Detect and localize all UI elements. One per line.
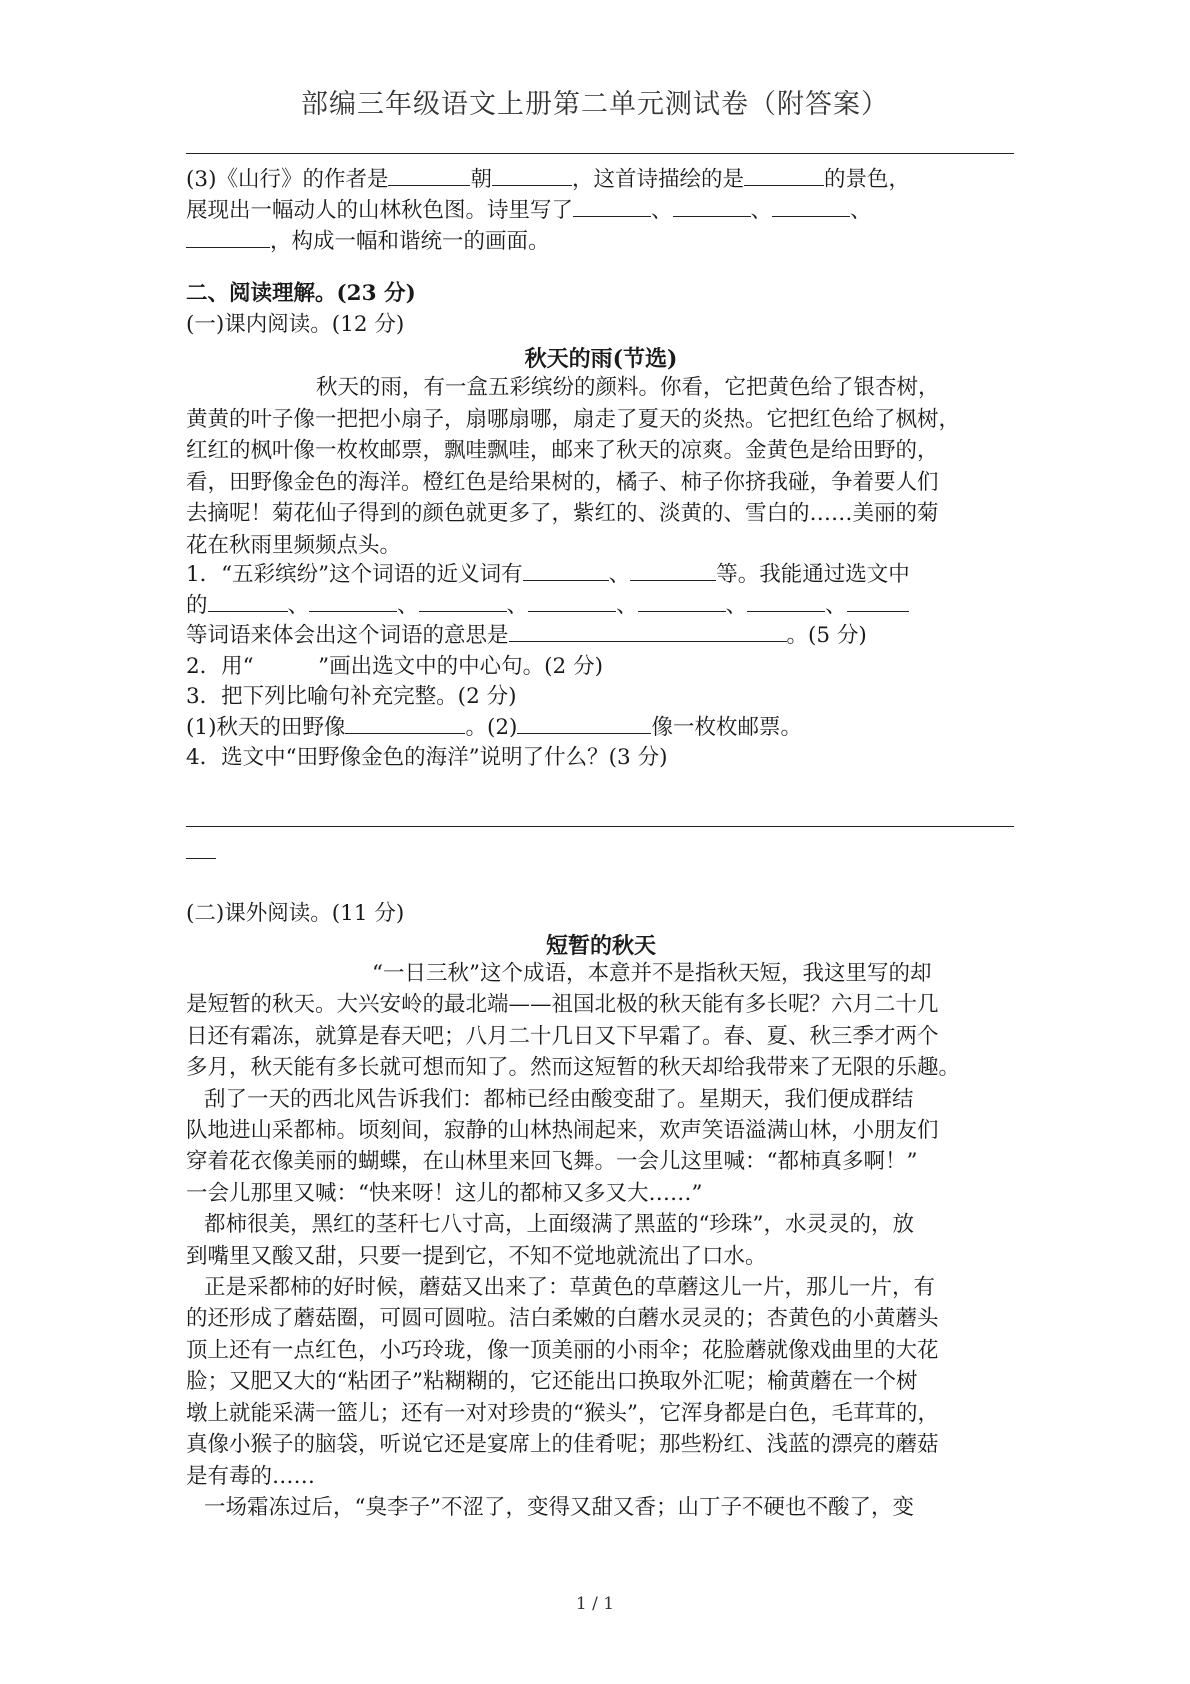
passage-line: 看，田野像金色的海洋。橙红色是给果树的，橘子、柿子你挤我碰，争着要人们 [186,469,939,495]
answer-blank[interactable] [630,560,716,581]
passage-line: 是短暂的秋天。大兴安岭的最北端——祖国北极的秋天能有多长呢？六月二十几 [186,992,939,1018]
part-2-heading: (二)课外阅读。(11 分) [186,901,405,926]
passage-line: 是有毒的…… [186,1463,316,1489]
passage-2-title: 短暂的秋天 [545,933,656,959]
passage-line: 黄黄的叶子像一把把小扇子，扇哪扇哪，扇走了夏天的炎热。它把红色给了枫树， [186,406,961,432]
passage-line: 去摘呢！菊花仙子得到的颜色就更多了，紫红的、淡黄的、雪白的……美丽的菊 [186,501,939,526]
passage-line: 墩上就能采满一篮儿；还有一对对珍贵的“猴头”，它浑身都是白色，毛茸茸的， [186,1400,939,1426]
answer-blank[interactable] [309,591,397,612]
q3-text-b: 朝 [470,167,492,192]
answer-line-end[interactable] [186,858,216,859]
answer-blank[interactable] [517,713,651,734]
answer-blank[interactable] [208,591,288,612]
answer-blank[interactable] [419,591,507,612]
question-1-line-2: 的 、 、 、 、 、 、 [186,591,1016,622]
passage-line: 队地进山采都柿。顷刻间，寂静的山林热闹起来，欢声笑语溢满山林，小朋友们 [186,1118,939,1144]
question-3-items: (1)秋天的田野像 。(2) 像一枚枚邮票。 [186,714,802,740]
q3-text-d: 的景色， [824,167,911,192]
passage-line: 真像小猴子的脑袋，听说它还是宴席上的佳肴呢；那些粉红、浅蓝的漂亮的蘑菇 [186,1432,939,1458]
page-number: 1 / 1 [575,1594,615,1614]
q3-text-c: ，这首诗描绘的是 [571,167,744,192]
passage-line: 红红的枫叶像一枚枚邮票，飘哇飘哇，邮来了秋天的凉爽。金黄色是给田野的， [186,438,939,463]
page-header-title: 部编三年级语文上册第二单元测试卷（附答案） [301,89,889,120]
q3-text-a: (3)《山行》的作者是 [186,167,389,192]
part-2 [186,898,1016,962]
passage-line: 顶上还有一点红色，小巧玲珑，像一顶美丽的小雨伞；花脸蘑就像戏曲里的大花 [186,1337,939,1363]
section-heading: 二、阅读理解。(23 分) [186,281,416,306]
passage-line: 多月，秋天能有多长就可想而知了。然而这短暂的秋天却给我带来了无限的乐趣。 [186,1055,961,1081]
passage-line: 穿着花衣像美丽的蝴蝶，在山林里来回飞舞。一会儿这里喊：“都柿真多啊！” [186,1149,918,1175]
question-3: 3．把下列比喻句补充完整。(2 分) [186,684,517,709]
answer-blank[interactable] [523,560,609,581]
divider-line [186,153,1014,154]
question-1-line-1: 1．“五彩缤纷”这个词语的近义词有 、 等。我能通过选文中 [186,562,910,587]
question-3-shanxing [186,164,1016,257]
separator: 、 [651,198,673,223]
passage-line: 花在秋雨里频频点头。 [186,532,402,558]
passage-line: 一会儿那里又喊：“快来呀！这儿的都柿又多又大……” [186,1180,703,1206]
answer-blank[interactable] [638,591,726,612]
answer-blank[interactable] [492,165,572,186]
passage-2-body [186,958,1016,1523]
question-4: 4．选文中“田野像金色的海洋”说明了什么？(3 分) [186,745,668,770]
separator: 、 [850,198,872,223]
answer-blank[interactable] [747,591,825,612]
passage-line: 到嘴里又酸又甜，只要一提到它，不知不觉地就流出了口水。 [186,1243,767,1269]
answer-line[interactable] [186,826,1014,827]
answer-blank[interactable] [345,713,465,734]
question-2: 2．用“ ”画出选文中的中心句。(2 分) [186,653,603,679]
part-1-heading: (一)课内阅读。(12 分) [186,312,405,337]
answer-blank[interactable] [528,591,616,612]
q3-text-e: 展现出一幅动人的山林秋色图。诗里写了 [186,198,574,223]
passage-1-title: 秋天的雨(节选) [524,346,678,372]
answer-blank[interactable] [673,196,751,217]
answer-blank[interactable] [772,196,850,217]
passage-1-questions [186,560,1016,774]
answer-blank[interactable] [573,196,651,217]
passage-line: 秋天的雨，有一盒五彩缤纷的颜料。你看，它把黄色给了银杏树， [316,375,940,400]
passage-1-body [186,372,1016,561]
passage-line: 都柿很美，黑红的茎秆七八寸高，上面缀满了黑蓝的“珍珠”，水灵灵的，放 [204,1212,914,1238]
answer-blank[interactable] [744,165,824,186]
separator: 、 [750,198,773,223]
passage-line: “一日三秋”这个成语，本意并不是指秋天短，我这里写的却 [372,961,932,986]
question-1-line-3: 等词语来体会出这个词语的意思是 。(5 分) [186,623,867,648]
passage-line: 一场霜冻过后，“臭李子”不涩了，变得又甜又香；山丁子不硬也不酸了，变 [204,1494,914,1520]
answer-blank[interactable] [388,165,470,186]
section-2 [186,278,1016,375]
passage-line: 的还形成了蘑菇圈，可圆可圆啦。洁白柔嫩的白蘑水灵灵的；杏黄色的小黄蘑头 [186,1306,939,1332]
answer-blank[interactable] [847,591,909,612]
q3-text-f: ，构成一幅和谐统一的画面。 [270,229,550,254]
passage-line: 脸；又肥又大的“粘团子”粘糊糊的，它还能出口换取外汇呢；榆黄蘑在一个树 [186,1369,918,1395]
passage-line: 正是采都柿的好时候，蘑菇又出来了：草黄色的草蘑这儿一片，那儿一片，有 [204,1275,936,1301]
answer-blank[interactable] [509,621,787,642]
answer-blank[interactable] [186,227,270,248]
passage-line: 日还有霜冻，就算是春天吧；八月二十几日又下早霜了。春、夏、秋三季才两个 [186,1023,939,1049]
passage-line: 刮了一天的西北风告诉我们：都柿已经由酸变甜了。星期天，我们便成群结 [204,1086,914,1112]
